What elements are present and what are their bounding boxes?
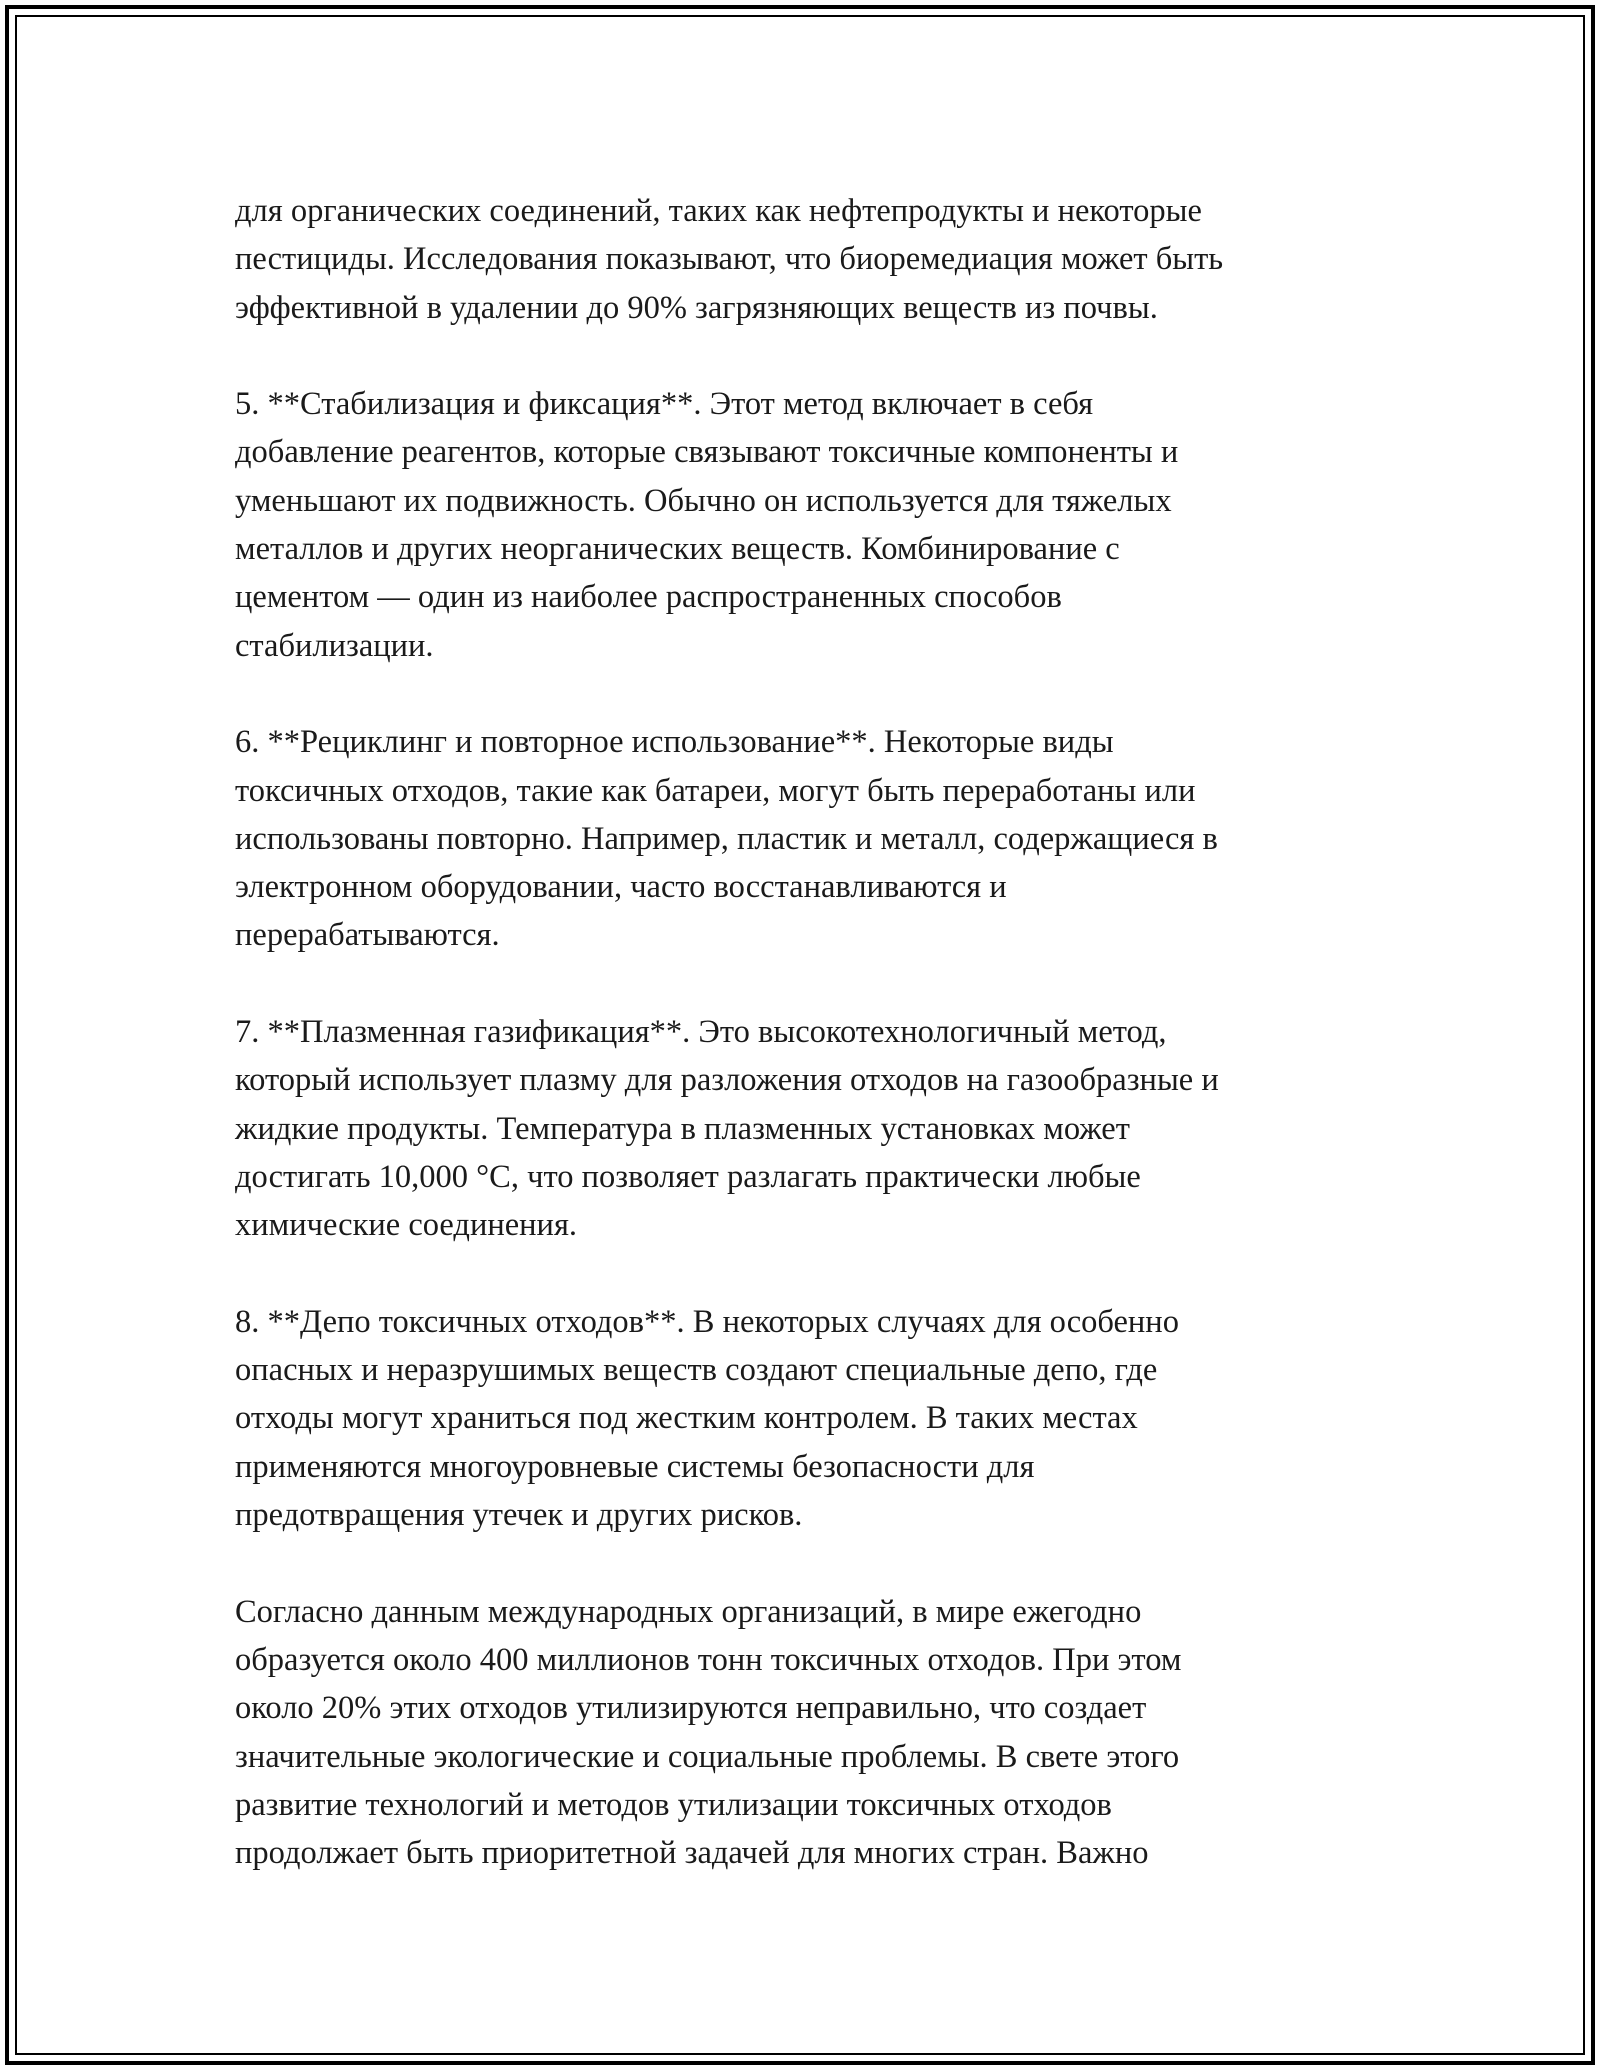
text-line: 6. **Рециклинг и повторное использование**. Некоторые виды bbox=[235, 724, 1114, 761]
text-line: достигать 10,000 °C, что позволяет разлагать практически любые bbox=[235, 1158, 1141, 1195]
text-line: жидкие продукты. Температура в плазменных установках может bbox=[235, 1110, 1130, 1147]
paragraph-item-7-plasma bbox=[235, 1008, 1385, 1249]
paragraph-bioremediation-continued bbox=[235, 187, 1385, 332]
text-line: Согласно данным международных организаций, в мире ежегодно bbox=[235, 1593, 1142, 1630]
text-line: использованы повторно. Например, пластик и металл, содержащиеся в bbox=[235, 820, 1218, 857]
text-line: который использует плазму для разложения отходов на газообразные и bbox=[235, 1062, 1219, 1099]
text-line: 5. **Стабилизация и фиксация**. Этот метод включает в себя bbox=[235, 386, 1094, 423]
text-line: добавление реагентов, которые связывают токсичные компоненты и bbox=[235, 434, 1179, 471]
text-line: стабилизации. bbox=[235, 627, 434, 664]
text-line: около 20% этих отходов утилизируются неправильно, что создает bbox=[235, 1690, 1147, 1727]
paragraph-item-6-recycling bbox=[235, 718, 1385, 959]
text-line: 7. **Плазменная газификация**. Это высокотехнологичный метод, bbox=[235, 1014, 1167, 1051]
text-line: 8. **Депо токсичных отходов**. В некоторых случаях для особенно bbox=[235, 1303, 1179, 1340]
paragraph-statistics bbox=[235, 1588, 1385, 1878]
text-line: электронном оборудовании, часто восстанавливаются и bbox=[235, 869, 1007, 906]
text-line: для органических соединений, таких как нефтепродукты и некоторые bbox=[235, 193, 1202, 229]
text-line: перерабатываются. bbox=[235, 917, 500, 954]
text-line: цементом — один из наиболее распространенных способов bbox=[235, 579, 1062, 616]
text-line: отходы могут храниться под жестким контролем. В таких местах bbox=[235, 1400, 1138, 1437]
text-line: опасных и неразрушимых веществ создают специальные депо, где bbox=[235, 1352, 1158, 1389]
text-line: образуется около 400 миллионов тонн токсичных отходов. При этом bbox=[235, 1641, 1182, 1678]
text-line: токсичных отходов, такие как батареи, могут быть переработаны или bbox=[235, 772, 1196, 809]
text-line: значительные экологические и социальные проблемы. В свете этого bbox=[235, 1738, 1180, 1775]
text-line: эффективной в удалении до 90% загрязняющих веществ из почвы. bbox=[235, 289, 1158, 326]
text-line: применяются многоуровневые системы безопасности для bbox=[235, 1448, 1035, 1485]
document-body bbox=[235, 187, 1385, 1877]
text-line: уменьшают их подвижность. Обычно он используется для тяжелых bbox=[235, 482, 1172, 519]
text-line: предотвращения утечек и других рисков. bbox=[235, 1497, 803, 1534]
paragraph-item-8-depot bbox=[235, 1298, 1385, 1539]
paragraph-item-5-stabilization bbox=[235, 380, 1385, 670]
text-line: пестициды. Исследования показывают, что биоремедиация может быть bbox=[235, 241, 1224, 278]
text-line: металлов и других неорганических веществ. Комбинирование с bbox=[235, 531, 1120, 568]
text-line: продолжает быть приоритетной задачей для многих стран. Важно bbox=[235, 1835, 1149, 1872]
text-line: развитие технологий и методов утилизации токсичных отходов bbox=[235, 1786, 1112, 1823]
text-line: химические соединения. bbox=[235, 1207, 578, 1244]
